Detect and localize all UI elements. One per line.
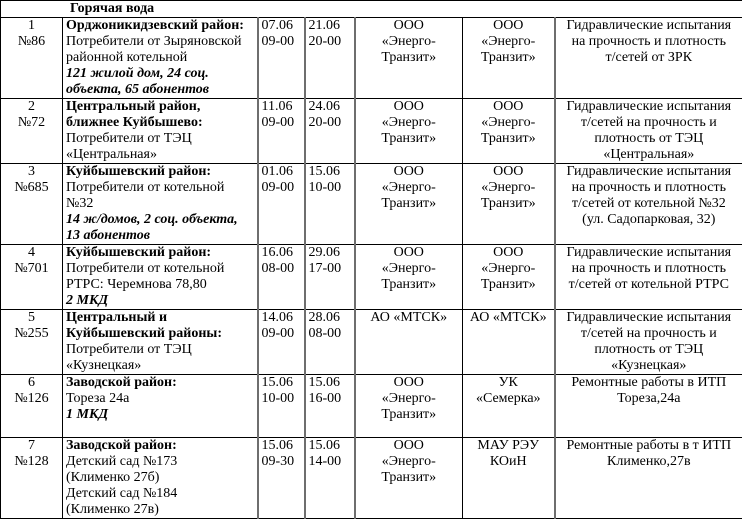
row-index: 1 [4, 18, 59, 34]
start-date: 01.06 [262, 164, 301, 180]
work-description-line: Гидравлические испытания [559, 18, 740, 34]
row-index-cell [1, 99, 63, 164]
table-row-6 [1, 375, 742, 438]
start-time: 09-00 [262, 115, 301, 131]
executor-name-line: Транзит» [359, 470, 460, 486]
owner-cell [463, 18, 555, 99]
executor-name-line: «Энерго- [359, 115, 460, 131]
end-cell [305, 99, 355, 164]
consumers-list-line: Потребители от ТЭЦ [66, 131, 254, 147]
consumers-list [66, 342, 254, 374]
objects-list-line: 13 абонентов [66, 228, 254, 244]
district-name: Заводской район: [66, 438, 254, 454]
executor-name-line: «Энерго- [359, 391, 460, 407]
work-description-cell [555, 438, 742, 519]
location-cell [63, 245, 258, 310]
owner-cell [463, 99, 555, 164]
work-description-line: Ремонтные работы в т ИТП [559, 438, 740, 454]
end-date: 28.06 [309, 310, 351, 326]
end-date: 15.06 [309, 164, 351, 180]
consumers-list [66, 131, 254, 163]
district-name: Куйбышевский район: [66, 164, 254, 180]
consumers-list-line: Детский сад №184 [66, 486, 254, 502]
end-time: 17-00 [309, 261, 351, 277]
row-index-cell [1, 310, 63, 375]
work-description-line: Гидравлические испытания [559, 99, 740, 115]
location-cell [63, 310, 258, 375]
table-row-7 [1, 438, 742, 519]
executor-name [359, 438, 460, 486]
end-date: 29.06 [309, 245, 351, 261]
work-description-cell [555, 18, 742, 99]
objects-list-line: 1 МКД [66, 407, 254, 423]
owner-name-line: Транзит» [466, 50, 551, 66]
end-date: 24.06 [309, 99, 351, 115]
owner-cell [463, 245, 555, 310]
work-description-line: т/сетей от котельной №32 [559, 196, 740, 212]
consumers-list [66, 261, 254, 293]
district-name: Куйбышевский район: [66, 245, 254, 261]
start-time: 09-00 [262, 34, 301, 50]
start-date: 15.06 [262, 438, 301, 454]
end-time: 20-00 [309, 115, 351, 131]
executor-name [359, 164, 460, 212]
table-row-2 [1, 99, 742, 164]
objects-list [66, 407, 254, 423]
work-description [559, 438, 740, 470]
executor-name-line: ООО [359, 18, 460, 34]
section-title: Горячая вода [4, 1, 739, 17]
end-cell [305, 164, 355, 245]
work-description [559, 245, 740, 293]
work-description-line: на прочность и плотность [559, 261, 740, 277]
owner-name-line: ООО [466, 99, 551, 115]
consumers-list-line: (Клименко 27б) [66, 470, 254, 486]
start-cell [258, 375, 305, 438]
location-cell [63, 99, 258, 164]
row-index-cell [1, 164, 63, 245]
executor-name-line: АО «МТСК» [359, 310, 460, 326]
executor-name-line: Транзит» [359, 131, 460, 147]
owner-name [466, 245, 551, 293]
district-name: Заводской район: [66, 375, 254, 391]
objects-list-line: 14 ж/домов, 2 соц. объекта, [66, 212, 254, 228]
end-date: 21.06 [309, 18, 351, 34]
start-cell [258, 245, 305, 310]
work-description-line: Гидравлические испытания [559, 164, 740, 180]
work-description-cell [555, 375, 742, 438]
end-cell [305, 375, 355, 438]
work-description-line: «Центральная» [559, 147, 740, 163]
owner-cell [463, 164, 555, 245]
executor-cell [355, 18, 463, 99]
work-description-line: Гидравлические испытания [559, 310, 740, 326]
start-cell [258, 164, 305, 245]
consumers-list-line: Тореза 24а [66, 391, 254, 407]
work-description-line: Ремонтные работы в ИТП [559, 375, 740, 391]
end-cell [305, 245, 355, 310]
owner-name [466, 18, 551, 66]
consumers-list-line: Потребители от ТЭЦ [66, 342, 254, 358]
owner-cell [463, 375, 555, 438]
consumers-list-line: Потребители от котельной [66, 261, 254, 277]
row-number: №72 [4, 115, 59, 131]
owner-name-line: Транзит» [466, 196, 551, 212]
owner-name-line: «Энерго- [466, 34, 551, 50]
end-cell [305, 438, 355, 519]
owner-name-line: «Энерго- [466, 115, 551, 131]
executor-name-line: ООО [359, 375, 460, 391]
end-date: 15.06 [309, 375, 351, 391]
row-number: №255 [4, 326, 59, 342]
objects-list [66, 66, 254, 98]
section-header-row [1, 1, 742, 18]
consumers-list [66, 391, 254, 407]
work-description-line: на прочность и плотность [559, 180, 740, 196]
district-name: Центральный и Куйбышевский районы: [66, 310, 254, 342]
work-description-cell [555, 99, 742, 164]
work-description-cell [555, 245, 742, 310]
owner-name-line: УК [466, 375, 551, 391]
row-index-cell [1, 375, 63, 438]
end-date: 15.06 [309, 438, 351, 454]
owner-cell [463, 438, 555, 519]
work-description-line: плотность от ТЭЦ [559, 131, 740, 147]
row-number: №128 [4, 454, 59, 470]
owner-name [466, 438, 551, 470]
executor-name-line: Транзит» [359, 277, 460, 293]
work-description-line: т/сетей от котельной РТРС [559, 277, 740, 293]
executor-cell [355, 164, 463, 245]
consumers-list-line: РТРС: Черемнова 78,80 [66, 277, 254, 293]
row-index: 5 [4, 310, 59, 326]
owner-name-line: КОиН [466, 454, 551, 470]
start-date: 16.06 [262, 245, 301, 261]
work-description [559, 164, 740, 228]
end-cell [305, 18, 355, 99]
start-date: 15.06 [262, 375, 301, 391]
row-index: 2 [4, 99, 59, 115]
row-number: №126 [4, 391, 59, 407]
consumers-list [66, 454, 254, 518]
executor-cell [355, 99, 463, 164]
location-cell [63, 164, 258, 245]
consumers-list-line: районной котельной [66, 50, 254, 66]
executor-name-line: Транзит» [359, 50, 460, 66]
consumers-list-line: «Центральная» [66, 147, 254, 163]
executor-name-line: «Энерго- [359, 180, 460, 196]
objects-list [66, 293, 254, 309]
executor-cell [355, 438, 463, 519]
start-cell [258, 310, 305, 375]
executor-name [359, 375, 460, 423]
start-date: 14.06 [262, 310, 301, 326]
work-description-line: т/сетей на прочность и [559, 115, 740, 131]
executor-name-line: «Энерго- [359, 261, 460, 277]
work-description-line: «Кузнецкая» [559, 358, 740, 374]
executor-name-line: ООО [359, 438, 460, 454]
objects-list-line: 121 жилой дом, 24 соц. [66, 66, 254, 82]
district-name: Орджоникидзевский район: [66, 18, 254, 34]
executor-name-line: «Энерго- [359, 454, 460, 470]
consumers-list [66, 180, 254, 212]
row-index: 6 [4, 375, 59, 391]
owner-name-line: «Энерго- [466, 261, 551, 277]
executor-cell [355, 310, 463, 375]
end-time: 10-00 [309, 180, 351, 196]
start-date: 11.06 [262, 99, 301, 115]
location-cell [63, 438, 258, 519]
end-time: 14-00 [309, 454, 351, 470]
executor-name-line: ООО [359, 164, 460, 180]
owner-cell [463, 310, 555, 375]
row-number: №86 [4, 34, 59, 50]
location-cell [63, 375, 258, 438]
work-description-cell [555, 310, 742, 375]
work-description-line: т/сетей на прочность и [559, 326, 740, 342]
work-description-line: Гидравлические испытания [559, 245, 740, 261]
executor-name-line: Транзит» [359, 407, 460, 423]
start-cell [258, 99, 305, 164]
end-time: 16-00 [309, 391, 351, 407]
work-description-line: Клименко,27в [559, 454, 740, 470]
owner-name-line: «Семерка» [466, 391, 551, 407]
executor-name-line: Транзит» [359, 196, 460, 212]
row-index-cell [1, 245, 63, 310]
executor-name [359, 245, 460, 293]
work-description-line: Тореза,24а [559, 391, 740, 407]
start-cell [258, 438, 305, 519]
row-index-cell [1, 438, 63, 519]
executor-name-line: «Энерго- [359, 34, 460, 50]
district-name: Центральный район, ближнее Куйбышево: [66, 99, 254, 131]
end-time: 08-00 [309, 326, 351, 342]
work-description-line: (ул. Садопарковая, 32) [559, 212, 740, 228]
start-time: 08-00 [262, 261, 301, 277]
objects-list-line: 2 МКД [66, 293, 254, 309]
consumers-list-line: №32 [66, 196, 254, 212]
table-row-3 [1, 164, 742, 245]
work-description-line: т/сетей от ЗРК [559, 50, 740, 66]
start-time: 09-30 [262, 454, 301, 470]
executor-name [359, 18, 460, 66]
executor-name [359, 310, 460, 326]
consumers-list-line: Потребители от котельной [66, 180, 254, 196]
row-index-cell [1, 18, 63, 99]
owner-name [466, 164, 551, 212]
start-date: 07.06 [262, 18, 301, 34]
executor-name-line: ООО [359, 99, 460, 115]
executor-name [359, 99, 460, 147]
row-number: №685 [4, 180, 59, 196]
owner-name [466, 375, 551, 407]
owner-name [466, 99, 551, 147]
owner-name-line: МАУ РЭУ [466, 438, 551, 454]
consumers-list-line: Потребители от Зыряновской [66, 34, 254, 50]
owner-name-line: АО «МТСК» [466, 310, 551, 326]
consumers-list [66, 34, 254, 66]
end-cell [305, 310, 355, 375]
table-row-4 [1, 245, 742, 310]
work-description [559, 310, 740, 374]
work-description-cell [555, 164, 742, 245]
consumers-list-line: (Клименко 27в) [66, 502, 254, 518]
end-time: 20-00 [309, 34, 351, 50]
start-time: 09-00 [262, 326, 301, 342]
row-index: 7 [4, 438, 59, 454]
owner-name-line: Транзит» [466, 277, 551, 293]
objects-list-line: объекта, 65 абонентов [66, 82, 254, 98]
section-title-cell [1, 1, 742, 18]
owner-name-line: ООО [466, 164, 551, 180]
executor-cell [355, 245, 463, 310]
executor-name-line: ООО [359, 245, 460, 261]
work-description [559, 18, 740, 66]
consumers-list-line: Детский сад №173 [66, 454, 254, 470]
owner-name-line: ООО [466, 18, 551, 34]
owner-name-line: «Энерго- [466, 180, 551, 196]
table-row-5 [1, 310, 742, 375]
row-number: №701 [4, 261, 59, 277]
work-description [559, 99, 740, 163]
work-description-line: плотность от ТЭЦ [559, 342, 740, 358]
work-description [559, 375, 740, 407]
start-time: 09-00 [262, 180, 301, 196]
owner-name-line: Транзит» [466, 131, 551, 147]
location-cell [63, 18, 258, 99]
executor-cell [355, 375, 463, 438]
objects-list [66, 212, 254, 244]
row-index: 4 [4, 245, 59, 261]
table-row-1 [1, 18, 742, 99]
row-index: 3 [4, 164, 59, 180]
start-time: 10-00 [262, 391, 301, 407]
work-description-line: на прочность и плотность [559, 34, 740, 50]
owner-name-line: ООО [466, 245, 551, 261]
start-cell [258, 18, 305, 99]
owner-name [466, 310, 551, 326]
consumers-list-line: «Кузнецкая» [66, 358, 254, 374]
